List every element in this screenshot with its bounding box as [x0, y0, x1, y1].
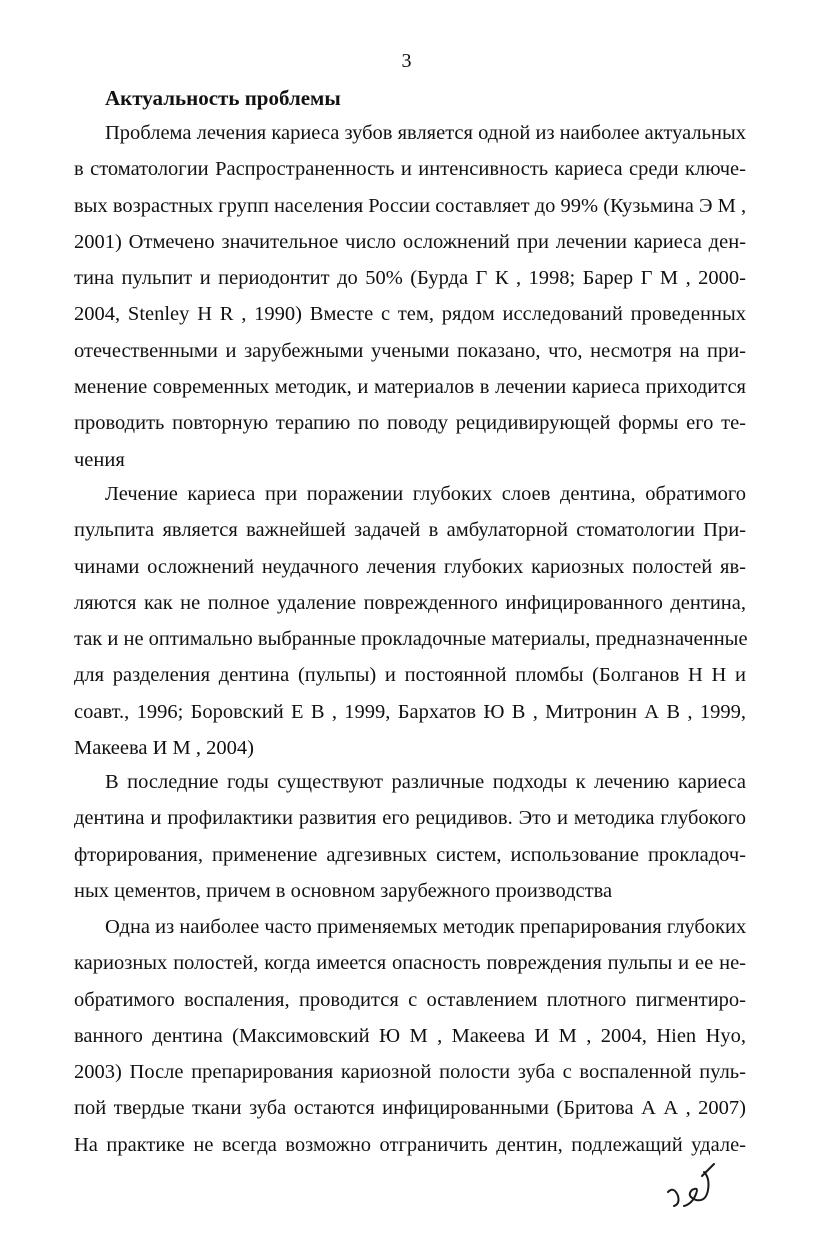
paragraph-line: 2004, Stenley H R , 1990) Вместе с тем, рядом исследований проведенных: [74, 303, 746, 326]
paragraph-line: Лечение кариеса при поражении глубоких слоев дентина, обратимого: [105, 483, 746, 505]
paragraph-line: Макеева И М , 2004): [74, 737, 254, 760]
paragraph-line: вых возрастных групп населения России составляет до 99% (Кузьмина Э М ,: [74, 194, 747, 217]
paragraph-line: так и не оптимально выбранные прокладочные материалы, предназначенные: [74, 628, 748, 651]
paragraph-line: Одна из наиболее часто применяемых методик препарирования глубоких: [105, 916, 747, 938]
paragraph-line: тина пульпит и периодонтит до 50% (Бурда Г К , 1998; Барер Г М , 2000-: [74, 267, 746, 290]
paragraph-line: обратимого воспаления, проводится с оставлением плотного пигментиро-: [74, 988, 746, 1011]
paragraph-line: ляются как не полное удаление поврежденного инфицированного дентина,: [74, 591, 746, 614]
paragraph-line: Проблема лечения кариеса зубов является одной из наиболее актуальных: [105, 122, 746, 144]
handwritten-signature: [662, 1160, 722, 1216]
paragraph-1: [74, 115, 746, 478]
paragraph-line: пой твердые ткани зуба остаются инфицированными (Бритова А А , 2007): [74, 1097, 746, 1120]
paragraph-line: ванного дентина (Максимовский Ю М , Макеева И М , 2004, Hien Hyo,: [74, 1024, 746, 1047]
paragraph-line: В последние годы существуют различные подходы к лечению кариеса: [105, 771, 746, 793]
paragraph-2: [74, 476, 746, 766]
paragraph-line: соавт., 1996; Боровский Е В , 1999, Бархатов Ю В , Митронин А В , 1999,: [74, 700, 746, 723]
paragraph-line: проводить повторную терапию по поводу рецидивирующей формы его те-: [74, 412, 746, 435]
page-number: 3: [401, 50, 412, 72]
paragraph-line: кариозных полостей, когда имеется опасность повреждения пульпы и ее не-: [74, 952, 746, 975]
paragraph-line: ных цементов, причем в основном зарубежного производства: [74, 879, 613, 902]
paragraph-line: пульпита является важнейшей задачей в амбулаторной стоматологии При-: [74, 519, 746, 542]
paragraph-line: отечественными и зарубежными учеными показано, что, несмотря на при-: [74, 339, 746, 362]
paragraph-line: дентина и профилактики развития его рецидивов. Это и методика глубокого: [74, 807, 746, 830]
paragraph-line: менение современных методик, и материалов в лечении кариеса приходится: [74, 376, 746, 399]
paragraph-line: На практике не всегда возможно отграничить дентин, подлежащий удале-: [74, 1133, 746, 1156]
paragraph-line: для разделения дентина (пульпы) и постоянной пломбы (Болганов Н Н и: [74, 664, 746, 687]
paragraph-line: 2001) Отмечено значительное число осложнений при лечении кариеса ден-: [74, 230, 746, 253]
paragraph-line: 2003) После препарирования кариозной полости зуба с воспаленной пуль-: [74, 1061, 746, 1084]
paragraph-4: [74, 909, 746, 1163]
paragraph-line: чинами осложнений неудачного лечения глубоких кариозных полостей яв-: [74, 555, 746, 578]
paragraph-line: фторирования, применение адгезивных систем, использование прокладоч-: [74, 843, 746, 866]
section-heading: Актуальность проблемы: [105, 86, 341, 110]
paragraph-line: чения: [74, 448, 125, 471]
paragraph-line: в стоматологии Распространенность и интенсивность кариеса среди ключе-: [74, 158, 746, 181]
paragraph-3: [74, 764, 746, 909]
